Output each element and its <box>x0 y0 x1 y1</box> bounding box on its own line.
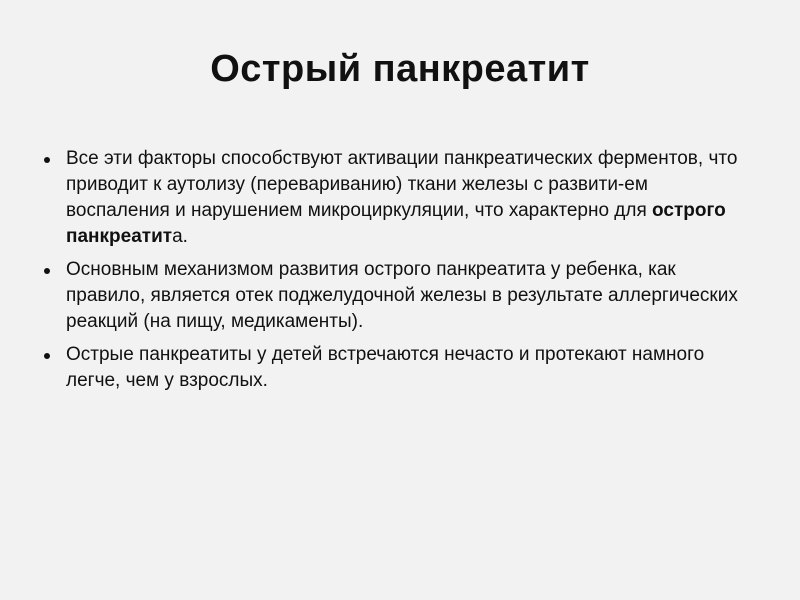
bullet-item-1 <box>44 146 744 250</box>
bullet-item-3 <box>44 342 744 394</box>
bullet-dot-icon <box>44 353 50 359</box>
slide-title: Острый панкреатит <box>210 48 590 90</box>
bullet-text-1-before: Все эти факторы способствуют активации панкреатических ферментов, что приводит к аутолизу (перевариванию) ткани железы с развити-ем воспаления и нарушением микроциркуляции, что характерно для <box>66 148 738 221</box>
bullet-text-2: Основным механизмом развития острого панкреатита у ребенка, как правило, является отек поджелудочной железы в результате аллергических реакций (на пищу, медикаменты). <box>66 259 738 332</box>
bullet-text-1-bold: острого панкреатит <box>66 200 726 247</box>
bullet-item-2 <box>44 257 744 335</box>
bullet-dot-icon <box>44 268 50 274</box>
bullet-text-1-after: а. <box>172 226 188 247</box>
bullet-dot-icon <box>44 157 50 163</box>
bullet-text-3: Острые панкреатиты у детей встречаются нечасто и протекают намного легче, чем у взрослых. <box>66 344 705 391</box>
bullet-list <box>44 146 744 401</box>
